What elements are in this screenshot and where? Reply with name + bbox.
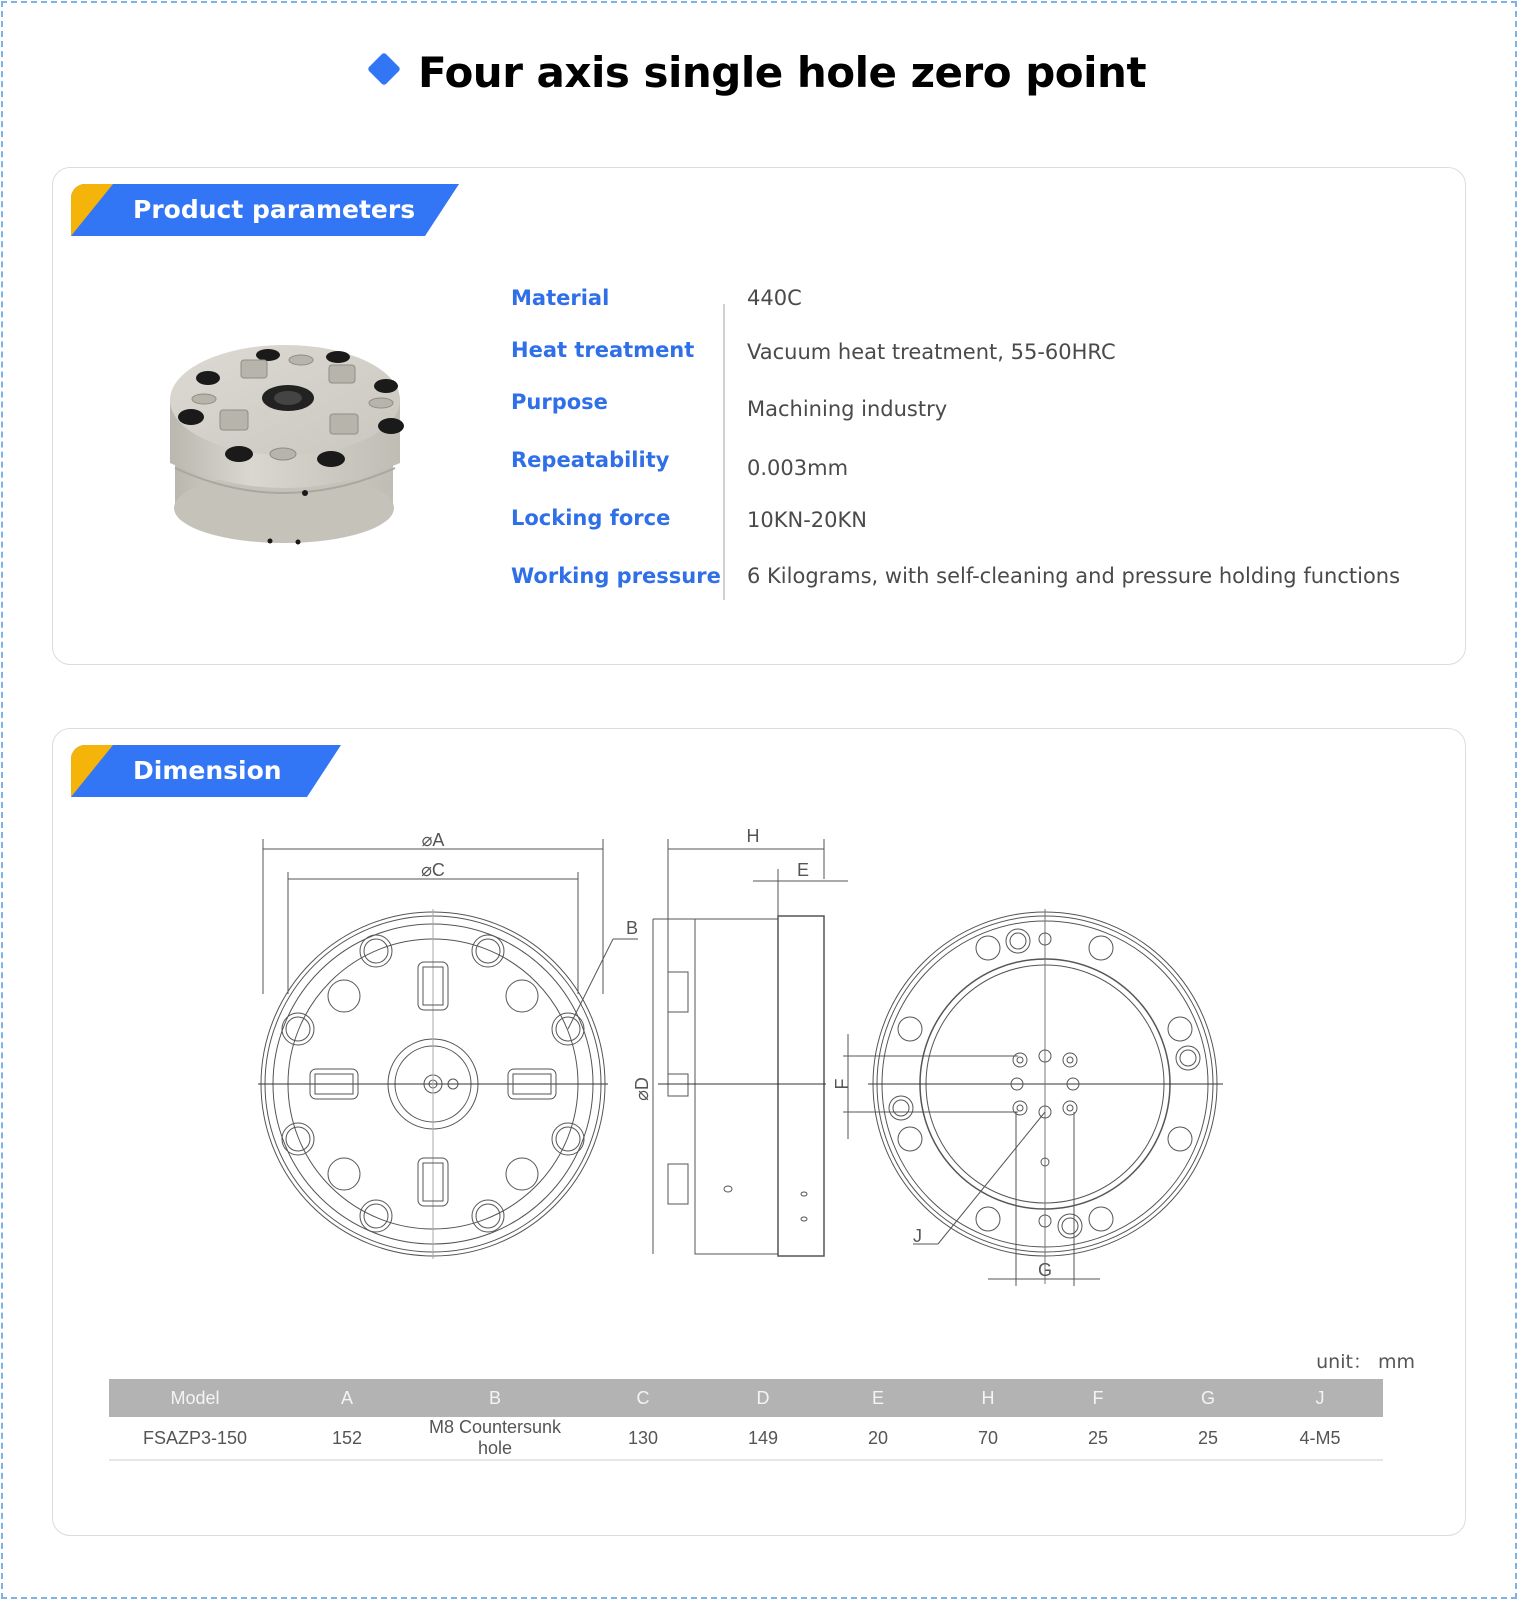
param-value: Machining industry: [747, 397, 948, 421]
param-value: 6 Kilograms, with self-cleaning and pressure holding functions: [747, 564, 1401, 588]
cell-c: 130: [577, 1417, 709, 1460]
cell-model: FSAZP3-150: [109, 1417, 281, 1460]
svg-text:H: H: [746, 826, 760, 846]
svg-text:⌀A: ⌀A: [421, 830, 445, 850]
param-label: Heat treatment: [511, 338, 695, 362]
cell-h: 70: [939, 1417, 1037, 1460]
column-header: A: [281, 1379, 413, 1417]
product-parameters-card: [52, 167, 1466, 665]
dimension-card: [52, 728, 1466, 1536]
svg-text:G: G: [1037, 1260, 1053, 1280]
page-title: [0, 48, 1518, 97]
table-row: [109, 1417, 1383, 1460]
param-label: Repeatability: [511, 448, 670, 472]
svg-text:⌀C: ⌀C: [421, 860, 445, 880]
cell-e: 20: [817, 1417, 939, 1460]
param-value: 10KN-20KN: [747, 508, 867, 532]
param-label: Purpose: [511, 390, 608, 414]
column-header: F: [1037, 1379, 1159, 1417]
cell-g: 25: [1159, 1417, 1257, 1460]
section-title: Dimension: [133, 756, 282, 785]
technical-drawing: [248, 824, 1248, 1304]
diamond-bullet-icon: [367, 52, 401, 86]
column-header: J: [1257, 1379, 1383, 1417]
side-view: [632, 826, 1018, 1256]
page-title-text: Four axis single hole zero point: [417, 48, 1147, 97]
column-header: D: [709, 1379, 817, 1417]
table-header-row: [109, 1379, 1383, 1417]
dimension-table: [109, 1379, 1383, 1461]
back-view: [868, 909, 1223, 1286]
param-value: 0.003mm: [747, 456, 849, 480]
svg-text:J: J: [913, 1226, 922, 1246]
svg-text:B: B: [626, 918, 639, 938]
param-label: Working pressure: [511, 564, 721, 588]
column-header: C: [577, 1379, 709, 1417]
cell-f: 25: [1037, 1417, 1159, 1460]
column-header: Model: [109, 1379, 281, 1417]
svg-text:⌀D: ⌀D: [632, 1077, 652, 1101]
section-banner: [71, 184, 459, 236]
cell-d: 149: [709, 1417, 817, 1460]
cell-a: 152: [281, 1417, 413, 1460]
unit-label: unit： mm: [1316, 1351, 1415, 1373]
cell-b: M8 Countersunk hole: [413, 1417, 577, 1460]
param-label: Locking force: [511, 506, 671, 530]
params-divider: [723, 304, 725, 600]
column-header: E: [817, 1379, 939, 1417]
front-view: [258, 830, 638, 1259]
column-header: H: [939, 1379, 1037, 1417]
product-image: [153, 328, 423, 558]
column-header: G: [1159, 1379, 1257, 1417]
svg-text:E: E: [796, 860, 810, 880]
section-banner: [71, 745, 341, 797]
param-value: 440C: [747, 286, 802, 310]
svg-text:F: F: [832, 1078, 852, 1090]
column-header: B: [413, 1379, 577, 1417]
param-label: Material: [511, 286, 610, 310]
section-title: Product parameters: [133, 195, 416, 224]
cell-j: 4-M5: [1257, 1417, 1383, 1460]
param-value: Vacuum heat treatment, 55-60HRC: [747, 340, 1116, 364]
